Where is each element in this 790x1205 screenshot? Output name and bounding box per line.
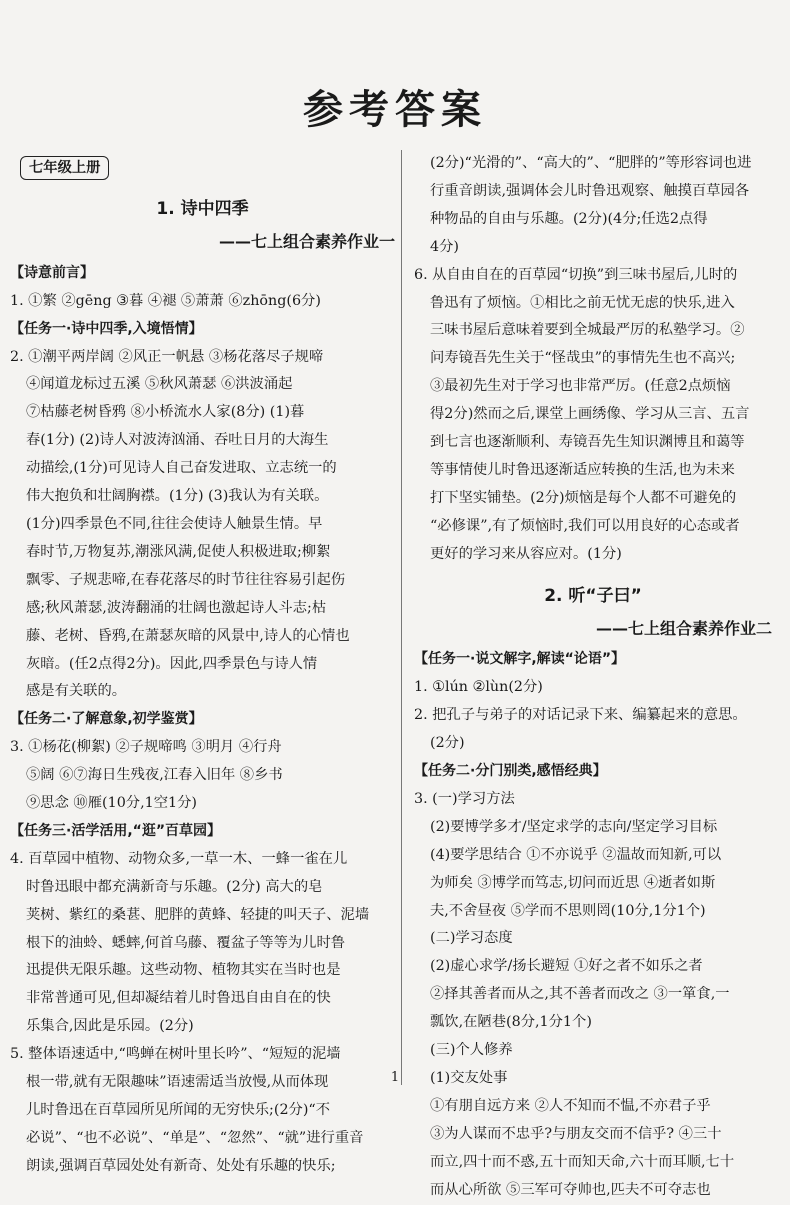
section-label: 【诗意前言】 <box>10 264 94 281</box>
answer-line: 乐集合,因此是乐园。(2分) <box>26 1018 194 1035</box>
answer-line: 而从心所欲 ⑤三军可夺帅也,匹夫不可夺志也 <box>430 1181 711 1198</box>
answer-line: 3. ①杨花(柳絮) ②子规啼鸣 ③明月 ④行舟 <box>10 739 282 756</box>
lesson1-body <box>10 260 395 1181</box>
answer-line: (2)虚心求学/扬长避短 ①好之者不如乐之者 <box>430 958 703 975</box>
lesson2-heading: 2. 听“子曰” <box>544 585 642 606</box>
left-column <box>10 150 395 1181</box>
column-divider <box>401 150 402 1085</box>
answer-line: (二)学习态度 <box>430 930 513 947</box>
section-label: 【任务一·说文解字,解读“论语”】 <box>414 651 626 668</box>
answer-line: 春(1分) (2)诗人对波涛汹涌、吞吐日月的大海生 <box>26 432 329 449</box>
answer-line: 4分) <box>430 238 459 255</box>
answer-line: 感是有关联的。 <box>26 683 127 700</box>
answer-line: (1分)四季景色不同,往往会使诗人触景生情。早 <box>26 515 323 532</box>
answer-line: 迅提供无限乐趣。这些动物、植物其实在当时也是 <box>26 962 341 979</box>
answer-line: (2)要博学多才/坚定求学的志向/坚定学习目标 <box>430 818 718 835</box>
answer-line: 2. 把孔子与弟子的对话记录下来、编纂起来的意思。 <box>414 707 747 724</box>
answer-line: 1. ①lún ②lùn(2分) <box>414 679 543 696</box>
lesson1-heading: 1. 诗中四季 <box>156 199 249 219</box>
answer-line: ⑤阔 ⑥⑦海日生残夜,江春入旧年 ⑧乡书 <box>26 767 283 784</box>
answer-line: 时鲁迅眼中都充满新奇与乐趣。(2分) 高大的皂 <box>26 878 323 895</box>
answer-line: 根下的油蛉、蟋蟀,何首乌藤、覆盆子等等为儿时鲁 <box>26 934 346 951</box>
answer-line: ②择其善者而从之,其不善者而改之 ③一箪食,一 <box>430 986 730 1003</box>
answer-line: (2分) <box>430 735 465 752</box>
answer-line: 飘零、子规悲啼,在春花落尽的时节往往容易引起伤 <box>26 571 346 588</box>
answer-line: 必说”、“也不必说”、“单是”、“忽然”、“就”进行重音 <box>26 1129 364 1146</box>
answer-line: 为师矣 ③博学而笃志,切问而近思 ④逝者如斯 <box>430 874 716 891</box>
lesson1-subheading: ——七上组合素养作业一 <box>218 231 395 251</box>
section-label: 【任务二·分门别类,感悟经典】 <box>414 763 607 780</box>
page-title: 参考答案 <box>303 87 487 133</box>
answer-line: 打下坚实铺垫。(2分)烦恼是每个人都不可避免的 <box>430 489 737 506</box>
answer-line: (4)要学思结合 ①不亦说乎 ②温故而知新,可以 <box>430 846 722 863</box>
answer-line: 6. 从自由自在的百草园“切换”到三味书屋后,儿时的 <box>414 266 738 283</box>
answer-line: 根一带,就有无限趣味”语速需适当放慢,从而体现 <box>26 1074 329 1091</box>
answer-line: ③为人谋而不忠乎?与朋友交而不信乎? ④三十 <box>430 1125 722 1142</box>
answer-line: 儿时鲁迅在百草园所见所闻的无穷快乐;(2分)“不 <box>26 1102 331 1118</box>
answer-line: 夫,不舍昼夜 ⑤学而不思则罔(10分,1分1个) <box>430 902 706 919</box>
answer-line: ①有朋自远方来 ②人不知而不愠,不亦君子乎 <box>430 1097 711 1114</box>
answer-line: 动描绘,(1分)可见诗人自己奋发进取、立志统一的 <box>26 460 337 477</box>
answer-line: (2分)“光滑的”、“高大的”、“肥胖的”等形容词也进 <box>430 155 752 171</box>
section-label: 【任务一·诗中四季,入境悟情】 <box>10 320 203 337</box>
answer-line: 4. 百草园中植物、动物众多,一草一木、一蜂一雀在儿 <box>10 850 348 867</box>
answer-line: 灰暗。(任2点得2分)。因此,四季景色与诗人情 <box>26 655 318 672</box>
grade-tag: 七年级上册 <box>20 156 109 180</box>
answer-line: 伟大抱负和壮阔胸襟。(1分) (3)我认为有关联。 <box>26 488 329 505</box>
section-label: 【任务二·了解意象,初学鉴赏】 <box>10 711 203 728</box>
answer-line: 非常普通可见,但却凝结着儿时鲁迅自由自在的快 <box>26 990 331 1007</box>
answer-line: 荚树、紫红的桑葚、肥胖的黄蜂、轻捷的叫天子、泥墙 <box>26 906 370 923</box>
section-label: 【任务三·活学活用,“逛”百草园】 <box>10 822 222 839</box>
page-number: 1 <box>390 1070 400 1085</box>
answer-line: 朗读,强调百草园处处有新奇、处处有乐趣的快乐; <box>26 1157 336 1174</box>
answer-line: ⑦枯藤老树昏鸦 ⑧小桥流水人家(8分) (1)暮 <box>26 404 305 421</box>
answer-line: “必修课”,有了烦恼时,我们可以用良好的心态或者 <box>430 517 740 534</box>
right-column <box>414 150 772 1205</box>
answer-line: 种物品的自由与乐趣。(2分)(4分;任选2点得 <box>430 210 708 227</box>
answer-line: 三味书屋后意味着要到全城最严厉的私塾学习。② <box>430 322 745 339</box>
answer-line: ④闻道龙标过五溪 ⑤秋风萧瑟 ⑥洪波涌起 <box>26 376 293 393</box>
right-top-continued <box>414 150 772 569</box>
answer-line: 行重音朗读,强调体会儿时鲁迅观察、触摸百草园各 <box>430 182 750 199</box>
answer-line: ⑨思念 ⑩雁(10分,1空1分) <box>26 795 198 812</box>
answer-line: (1)交友处事 <box>430 1070 508 1086</box>
answer-line: (三)个人修养 <box>430 1042 513 1059</box>
answer-line: 问寿镜吾先生关于“怪哉虫”的事情先生也不高兴; <box>430 350 736 367</box>
answer-line: 而立,四十而不惑,五十而知天命,六十而耳顺,七十 <box>430 1153 735 1170</box>
answer-line: ③最初先生对于学习也非常严厉。(任意2点烦恼 <box>430 378 731 395</box>
answer-line: 藤、老树、昏鸦,在萧瑟灰暗的风景中,诗人的心情也 <box>26 627 350 644</box>
answer-line: 1. ①繁 ②gēng ③暮 ④褪 ⑤萧萧 ⑥zhōng(6分) <box>10 292 321 309</box>
answer-line: 感;秋风萧瑟,波涛翻涌的壮阔也激起诗人斗志;枯 <box>26 599 327 616</box>
answer-line: 更好的学习来从容应对。(1分) <box>430 545 622 562</box>
answer-line: 得2分)然而之后,课堂上画绣像、学习从三言、五言 <box>430 406 750 423</box>
answer-line: 3. (一)学习方法 <box>414 790 515 807</box>
lesson2-body <box>414 646 772 1204</box>
answer-line: 到七言也逐渐顺利、寿镜吾先生知识渊博且和蔼等 <box>430 434 745 451</box>
answer-line: 2. ①潮平两岸阔 ②风正一帆悬 ③杨花落尽子规啼 <box>10 348 324 365</box>
answer-line: 瓢饮,在陋巷(8分,1分1个) <box>430 1014 592 1031</box>
answer-line: 5. 整体语速适中,“鸣蝉在树叶里长吟”、“短短的泥墙 <box>10 1046 341 1063</box>
lesson2-subheading: ——七上组合素养作业二 <box>595 618 772 638</box>
answer-line: 鲁迅有了烦恼。①相比之前无忧无虑的快乐,进入 <box>430 294 735 311</box>
answer-line: 等事情使儿时鲁迅逐渐适应转换的生活,也为未来 <box>430 461 735 478</box>
answer-line: 春时节,万物复苏,潮涨风满,促使人积极进取;柳絮 <box>26 543 331 560</box>
